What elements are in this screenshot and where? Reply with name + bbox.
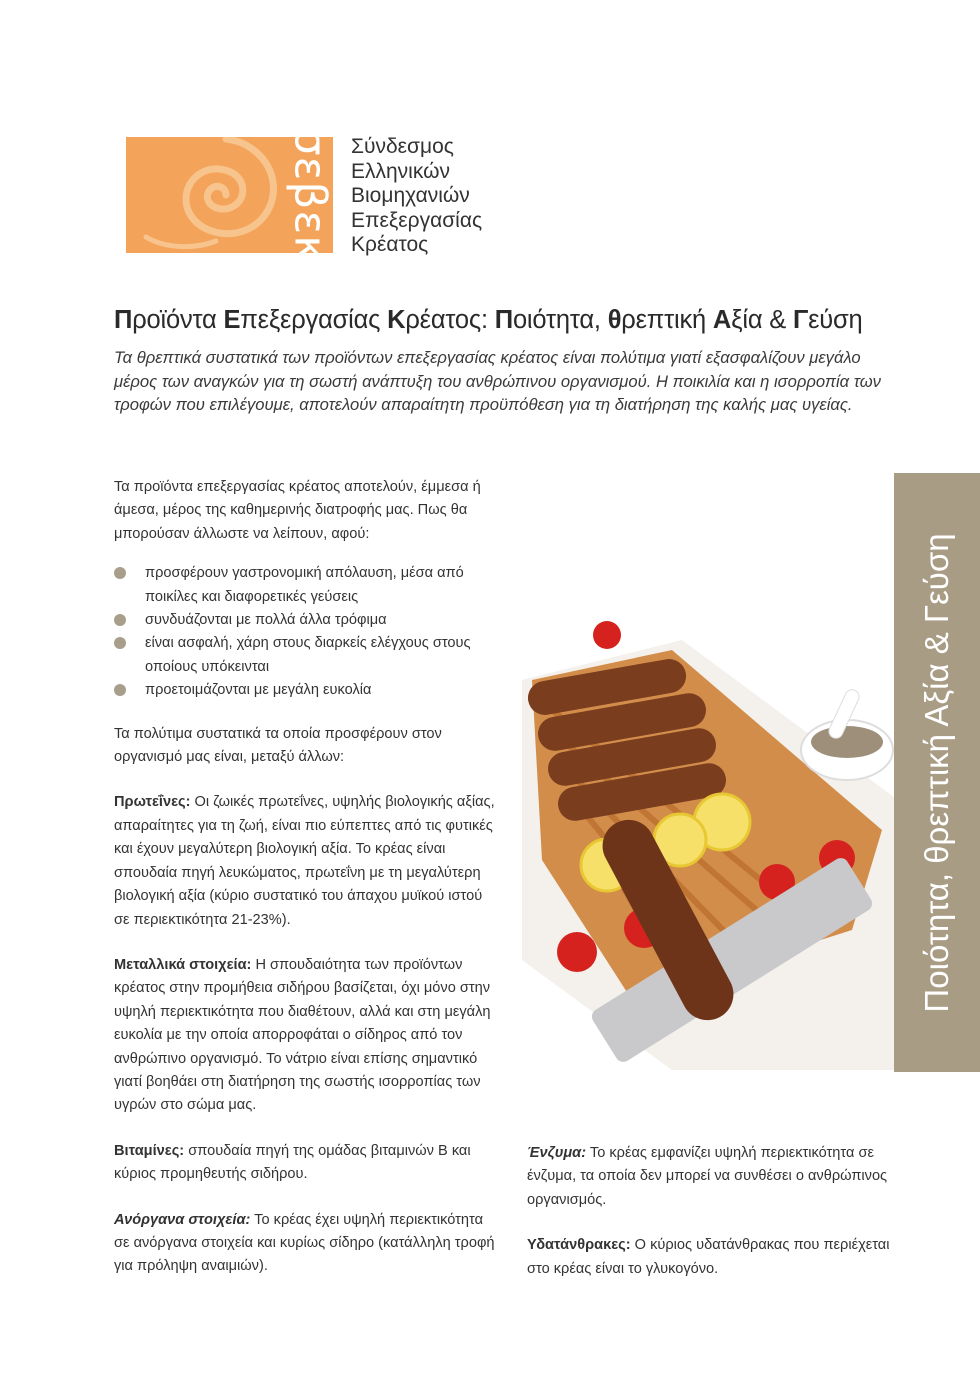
benefits-list bbox=[114, 562, 499, 702]
food-photo bbox=[522, 600, 898, 1070]
inorganic-label: Ανόργανα στοιχεία: bbox=[114, 1211, 251, 1228]
org-line: Επεξεργασίας bbox=[351, 208, 483, 232]
list-item: προσφέρουν γαστρονομική απόλαυση, μέσα από ποικίλες και διαφορετικές γεύσεις bbox=[145, 562, 499, 609]
right-column bbox=[527, 1142, 907, 1281]
org-line: Ελληνικών bbox=[351, 159, 450, 183]
list-item: είναι ασφαλή, χάρη στους διαρκείς ελέγχους στους οποίους υπόκεινται bbox=[145, 632, 499, 679]
org-line: Βιομηχανιών bbox=[351, 184, 470, 207]
list-item: συνδυάζονται με πολλά άλλα τρόφιμα bbox=[145, 609, 499, 632]
inorganic-paragraph: Ανόργανα στοιχεία: Το κρέας έχει υψηλή περιεκτικότητα σε ανόργανα στοιχεία και κυρίως σίδηρο (κατάλληλη τροφή για πρόληψη αναιμιών). bbox=[114, 1211, 495, 1275]
org-line: Σύνδεσμος bbox=[351, 135, 454, 158]
side-tab bbox=[894, 473, 980, 1072]
proteins-label: Πρωτεΐνες: bbox=[114, 794, 191, 811]
logo-wordmark: σεβεκ bbox=[284, 127, 336, 263]
list-item: προετοιμάζονται με μεγάλη ευκολία bbox=[145, 679, 499, 702]
vitamins-paragraph: Βιταμίνες: σπουδαία πηγή της ομάδας βιταμινών Β και κύριος προμηθευτής σιδήρου. bbox=[114, 1142, 471, 1183]
organization-name bbox=[351, 135, 482, 258]
vitamins-label: Βιταμίνες: bbox=[114, 1142, 185, 1159]
proteins-paragraph: Πρωτεΐνες: Οι ζωικές πρωτεΐνες, υψηλής βιολογικής αξίας, απαραίτητες για τη ζωή, είναι πιο εύπεπτες από τις φυτικές και έχουν μεγαλύτερη βιολογική αξία. Το κρέας είναι σπουδαία πηγή λευκώματος, πρωτεΐνη με τη μεγαλύτερη βιολογική αξία (κύριο συστατικό του άπαχου μυϊκού ιστού σε περιεκτικότητα 21-23%). bbox=[114, 794, 495, 928]
intro-paragraph: Τα θρεπτικά συστατικά των προϊόντων επεξεργασίας κρέατος είναι πολύτιμα γιατί εξασφαλίζουν μεγάλο μέρος των αναγκών για τη σωστή ανάπτυξη του ανθρώπινου οργανισμού. Η ποικιλία και η ισορροπία των τροφών που επιλέγουμε, αποτελούν απαραίτητη προϋπόθεση για τη διατήρηση της καλής μας υγείας. bbox=[114, 348, 881, 414]
org-line: Κρέατος bbox=[351, 233, 429, 256]
carbs-paragraph: Υδατάνθρακες: Ο κύριος υδατάνθρακας που περιέχεται στο κρέας είναι το γλυκογόνο. bbox=[527, 1237, 890, 1277]
components-intro: Τα πολύτιμα συστατικά τα οποία προσφέρουν στον οργανισμό μας είναι, μεταξύ άλλων: bbox=[114, 725, 442, 766]
left-column bbox=[114, 476, 499, 1279]
opening-paragraph: Τα προϊόντα επεξεργασίας κρέατος αποτελούν, έμμεσα ή άμεσα, μέρος της καθημερινής διατροφής μας. Πως θα μπορούσαν άλλωστε να λείπουν, αφού: bbox=[114, 479, 481, 542]
minerals-label: Μεταλλικά στοιχεία: bbox=[114, 956, 252, 973]
minerals-paragraph: Μεταλλικά στοιχεία: Η σπουδαιότητα των προϊόντων κρέατος στην προμήθεια σιδήρου βασίζεται, όχι μόνο στην υψηλή περιεκτικότητα που διαθέτουν, αλλά και στη μεγάλη ευκολία με την οποία απορροφάται ο σίδηρος από τον ανθρώπινο οργανισμό. Το νάτριο είναι επίσης σημαντικό γιατί βοηθάει στη διατήρηση της σωστής ισορροπίας των υγρών στο σώμα μας. bbox=[114, 956, 491, 1114]
enzymes-paragraph: Ένζυμα: Το κρέας εμφανίζει υψηλή περιεκτικότητα σε ένζυμα, τα οποία δεν μπορεί να συνθέσει ο ανθρώπινος οργανισμός. bbox=[527, 1145, 888, 1208]
side-tab-label: Ποιότητα, θρεπτική Αξία & Γεύση bbox=[918, 532, 955, 1013]
carbs-label: Υδατάνθρακες: bbox=[527, 1237, 631, 1254]
enzymes-label: Ένζυμα: bbox=[527, 1145, 587, 1161]
page-title: Προϊόντα Επεξεργασίας Κρέατος: Ποιότητα, θρεπτική Αξία & Γεύση bbox=[114, 306, 863, 334]
